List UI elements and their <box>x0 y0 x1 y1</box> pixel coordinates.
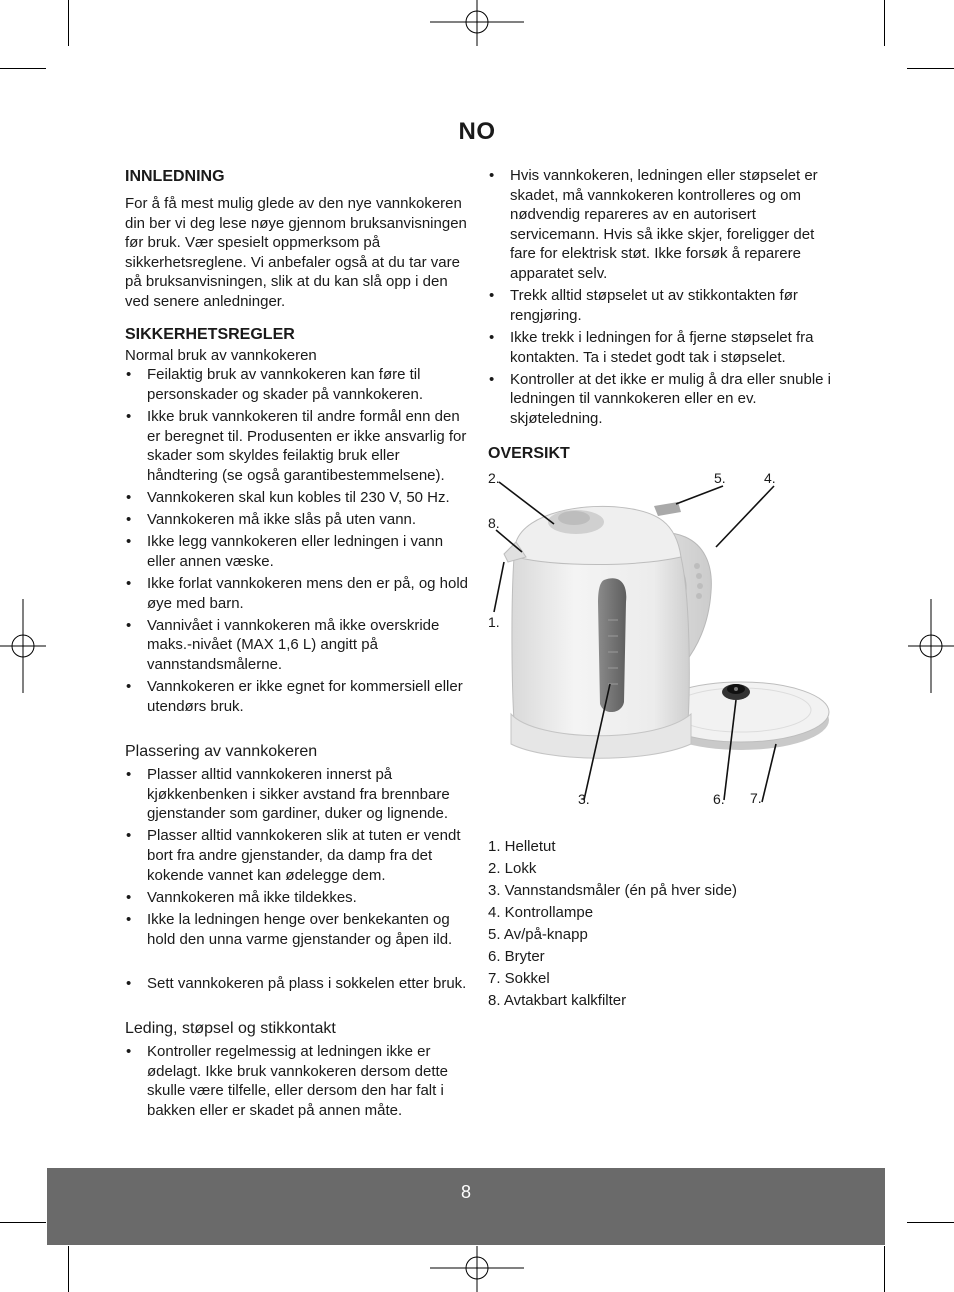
callout-label: 3. <box>578 791 590 807</box>
parts-list-item: 5. Av/på-knapp <box>488 926 588 943</box>
language-heading: NO <box>458 118 496 145</box>
list-item: • Vannivået i vannkokeren må ikke overskride maks.-nivået (MAX 1,6 L) angitt på vannstandsmålerne. <box>125 616 470 675</box>
intro-heading: INNLEDNING <box>125 168 225 185</box>
callout-label: 6. <box>713 791 725 807</box>
parts-list <box>488 836 737 1012</box>
placement-extra-list <box>125 974 470 994</box>
list-item: • Kontroller regelmessig at ledningen ikke er ødelagt. Ikke bruk vannkokeren dersom dette skulle være tilfelle, eller dersom den har falt i bakken eller er skadet på annen måte. <box>125 1042 470 1120</box>
parts-list-item: 1. Helletut <box>488 838 556 855</box>
parts-list-item: 8. Avtakbart kalkfilter <box>488 992 627 1009</box>
crop-mark <box>68 1246 69 1292</box>
list-item: • Ikke bruk vannkokeren til andre formål enn den er beregnet til. Produsenten er ikke ansvarlig for skader som skyldes feilaktig bruk eller håndtering (se også garantibestemmelsene). <box>125 407 470 485</box>
list-item: • Ikke legg vannkokeren eller ledningen i vann eller annen væske. <box>125 532 470 571</box>
crop-mark <box>907 68 954 69</box>
placement-list <box>125 765 470 949</box>
list-item: • Ikke la ledningen henge over benkekanten og hold den unna varme gjenstander og åpen ild. <box>125 910 470 949</box>
list-item: • Plasser alltid vannkokeren slik at tuten er vendt bort fra andre gjenstander, da damp fra det kokende vannet kan ødelegge dem. <box>125 826 470 885</box>
water-gauge <box>598 578 626 712</box>
parts-list-item: 7. Sokkel <box>488 970 550 987</box>
list-item: • Kontroller at det ikke er mulig å dra eller snuble i ledningen til vannkokeren eller en ev. skjøteledning. <box>488 370 833 429</box>
list-item: • Plasser alltid vannkokeren innerst på kjøkkenbenken i sikker avstand fra brennbare gjenstander som gardiner, duker og lignende. <box>125 765 470 824</box>
crop-mark <box>884 0 885 46</box>
registration-mark-bottom <box>430 1246 524 1292</box>
list-item: • Ikke forlat vannkokeren mens den er på, og hold øye med barn. <box>125 574 470 613</box>
safety-lead: Normal bruk av vannkokeren <box>125 346 317 364</box>
right-column <box>488 166 833 471</box>
crop-mark <box>907 1222 954 1223</box>
list-item: • Vannkokeren må ikke slås på uten vann. <box>125 510 470 530</box>
left-column <box>125 166 470 1123</box>
kettle-diagram <box>486 462 836 812</box>
list-item: • Vannkokeren må ikke tildekkes. <box>125 888 470 908</box>
callout-label: 1. <box>488 614 500 630</box>
list-item: • Hvis vannkokeren, ledningen eller støpselet er skadet, må vannkokeren kontrolleres og om nødvendig repareres av en autorisert servicemann. Hvis så ikke skjer, foreligger det fare for elektrisk støt. Ikke forsøk å reparere apparatet selv. <box>488 166 833 284</box>
parts-list-item: 3. Vannstandsmåler (én på hver side) <box>488 882 738 899</box>
crop-mark <box>68 0 69 46</box>
overview-heading: OVERSIKT <box>488 445 570 463</box>
page-footer <box>47 1168 885 1245</box>
safety-list <box>125 365 470 716</box>
registration-mark-top <box>430 0 524 46</box>
callout-label: 4. <box>764 470 776 486</box>
cord-list-continued <box>488 166 833 429</box>
callout-label: 5. <box>714 470 726 486</box>
list-item: • Vannkokeren er ikke egnet for kommersiell eller utendørs bruk. <box>125 677 470 716</box>
parts-list-item: 6. Bryter <box>488 948 545 965</box>
crop-mark <box>0 68 46 69</box>
registration-mark-left <box>0 599 46 693</box>
placement-heading: Plassering av vannkokeren <box>125 743 318 760</box>
list-item: • Feilaktig bruk av vannkokeren kan føre til personskader og skader på vannkokeren. <box>125 365 470 404</box>
safety-heading: SIKKERHETSREGLER <box>125 325 295 343</box>
list-item: • Sett vannkokeren på plass i sokkelen etter bruk. <box>125 974 470 994</box>
cord-list <box>125 1042 470 1120</box>
crop-mark <box>0 1222 46 1223</box>
parts-list-item: 4. Kontrollampe <box>488 904 594 921</box>
list-item: • Ikke trekk i ledningen for å fjerne støpselet fra kontakten. Ta i stedet godt tak i støpselet. <box>488 328 833 367</box>
intro-text: For å få mest mulig glede av den nye vannkokeren din ber vi deg lese nøye gjennom bruksanvisningen før bruk. Vær spesielt oppmerksom på sikkerhetsreglene. Vi anbefaler også at du tar vare på bruksanvisningen, slik at du kan slå opp i den ved senere anledninger. <box>125 195 467 310</box>
registration-mark-right <box>908 599 954 693</box>
callout-label: 7. <box>750 790 762 806</box>
list-item: • Vannkokeren skal kun kobles til 230 V, 50 Hz. <box>125 488 470 508</box>
list-item: • Trekk alltid støpselet ut av stikkontakten før rengjøring. <box>488 286 833 325</box>
parts-list-item: 2. Lokk <box>488 860 537 877</box>
callout-label: 2. <box>488 470 500 486</box>
page-number: 8 <box>460 1182 471 1202</box>
callout-label: 8. <box>488 515 500 531</box>
crop-mark <box>884 1246 885 1292</box>
cord-heading: Leding, støpsel og stikkontakt <box>125 1019 336 1037</box>
